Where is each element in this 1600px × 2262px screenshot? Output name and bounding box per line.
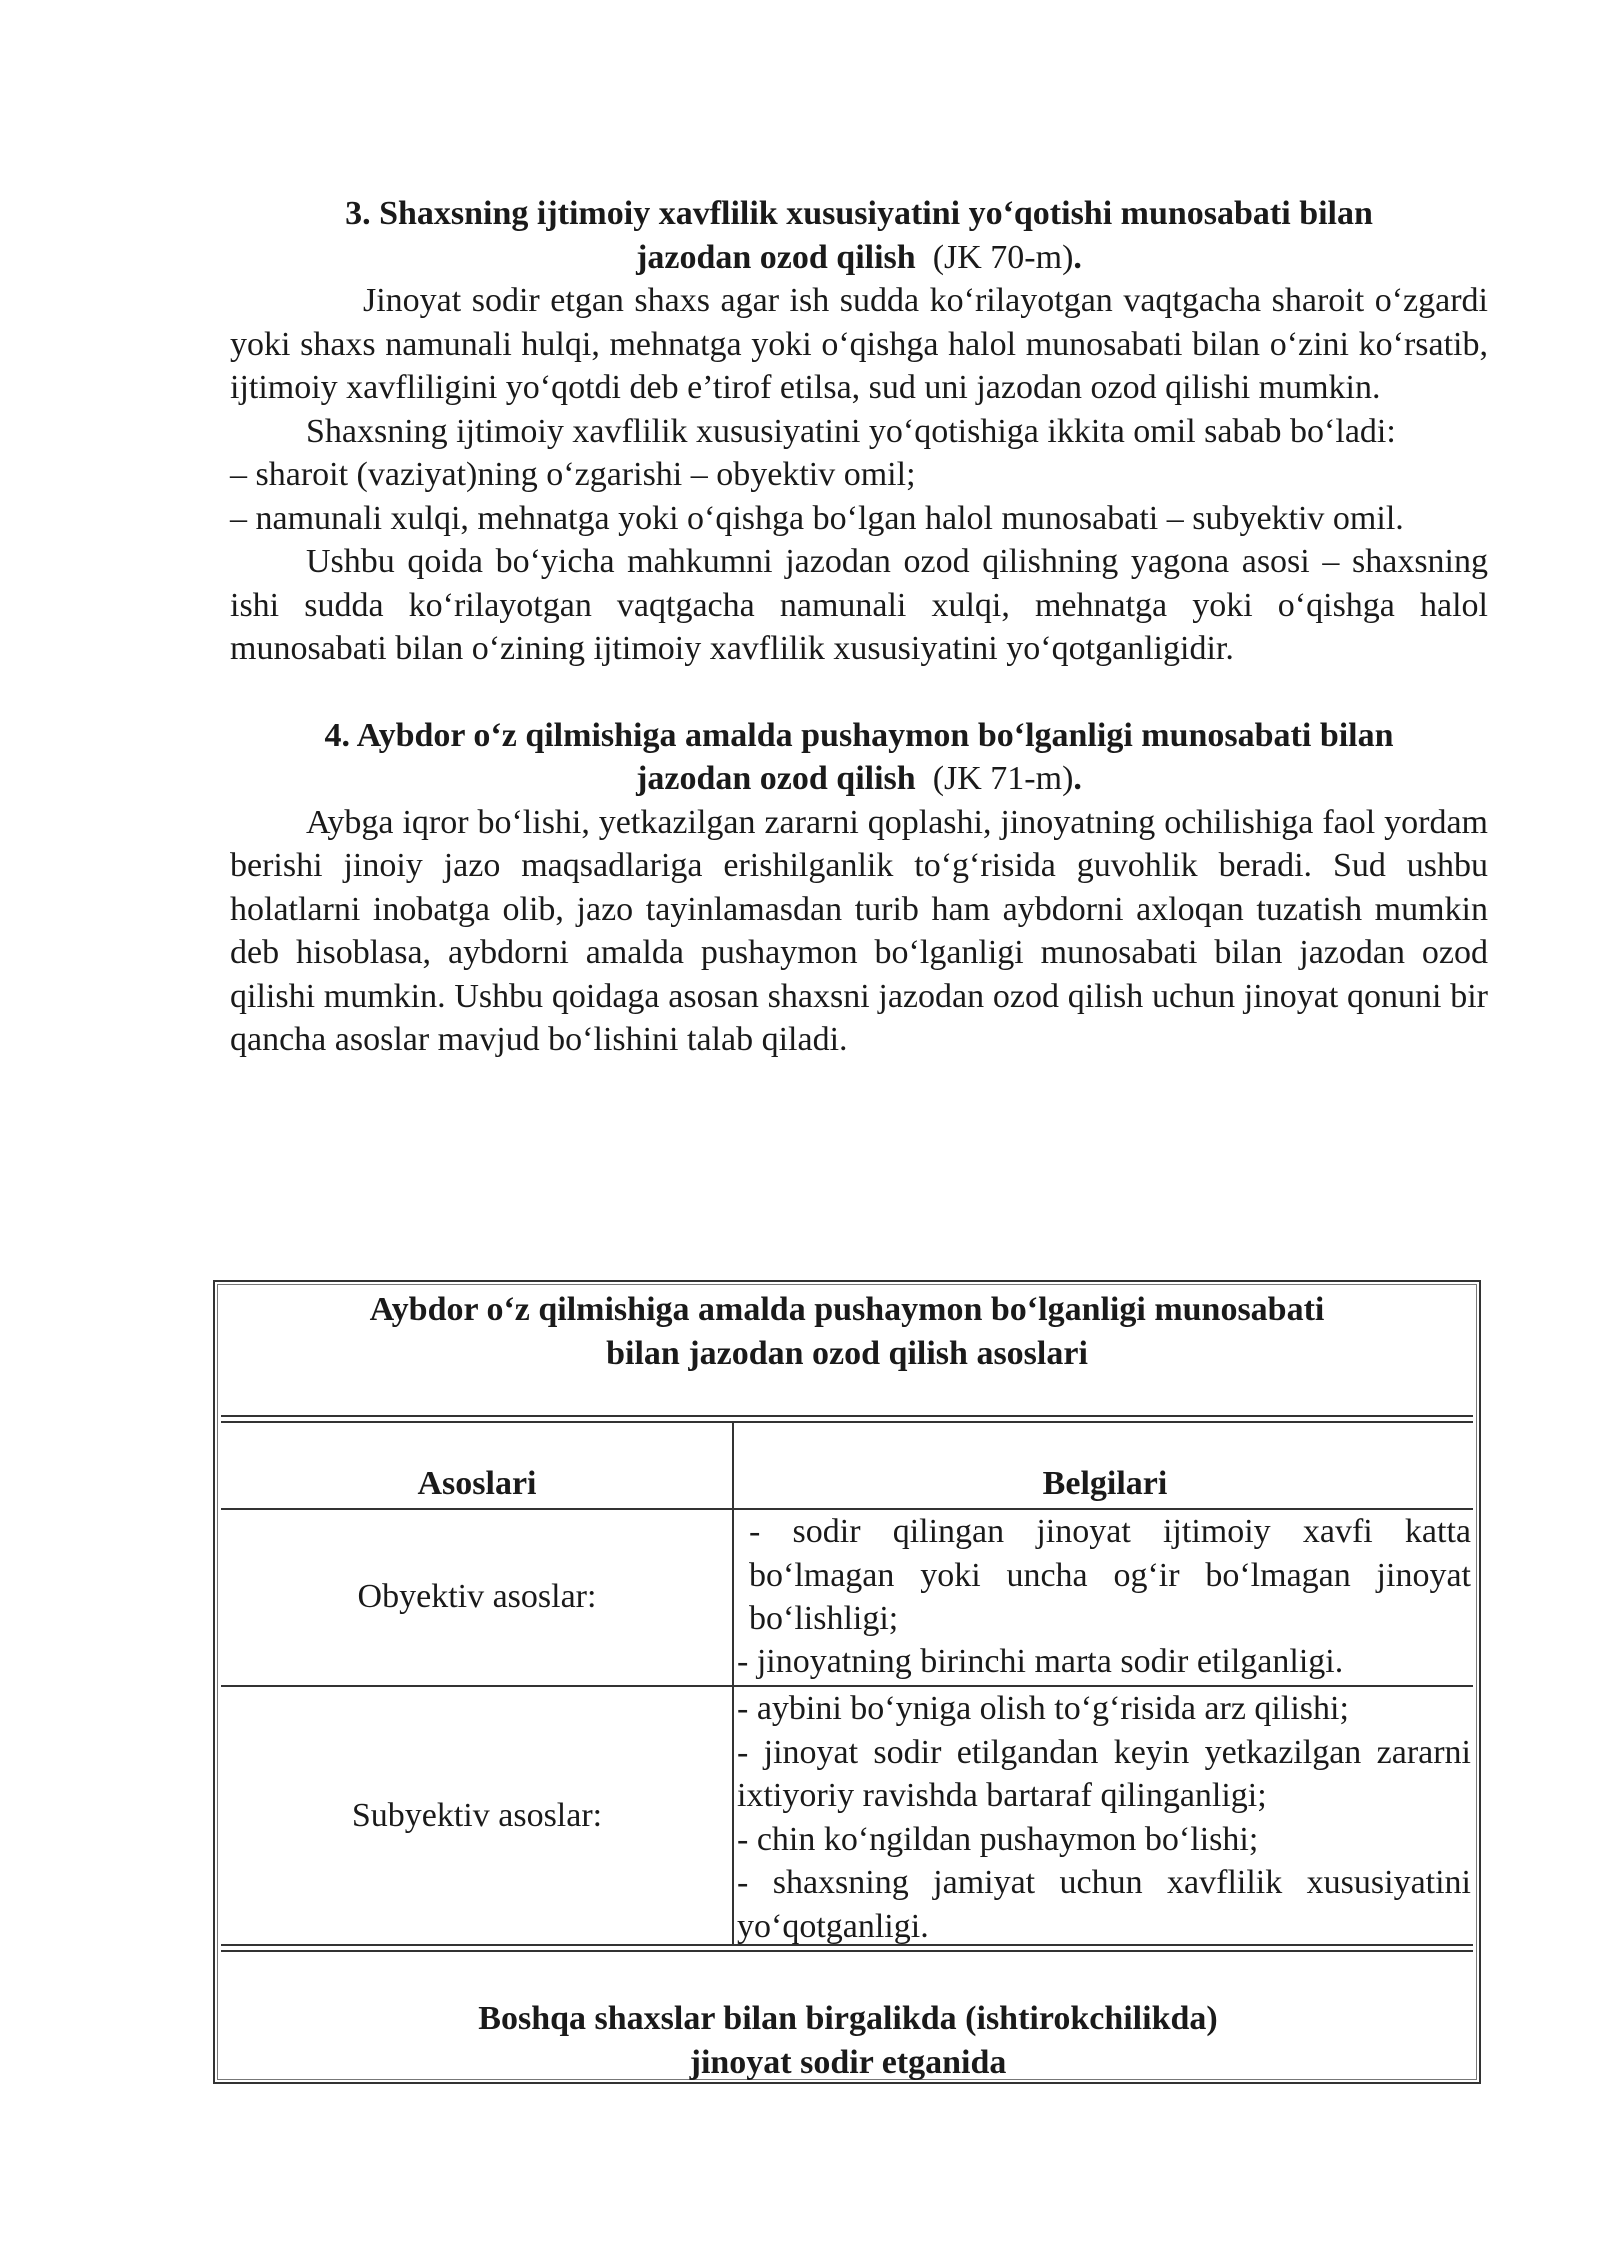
section-4-paragraph-1: Aybga iqror bo‘lishi, yetkazilgan zararni qoplashi, jinoyatning ochilishiga faol yordam berishi jinoiy jazo maqsadlariga erishilganlik to‘g‘risida guvohlik beradi. Sud ushbu holatlarni inobatga olib, jazo tayinlamasdan turib ham aybdorni axloqan tuzatish mumkin deb hisoblasa, aybdorni amalda pushaymon bo‘lganligi munosabati bilan jazodan ozod qilishi mumkin. Ushbu qoidaga asosan shaxsni jazodan ozod qilish uchun jinoyat qonuni bir qancha asoslar mavjud bo‘lishini talab qiladi.: [230, 803, 1488, 1058]
grounds-table: [213, 1280, 1481, 2084]
section-3-heading: [230, 192, 1488, 279]
table-footer-line2: jinoyat sodir etganida: [689, 2043, 1007, 2081]
section-3-title-line2: jazodan ozod qilish: [636, 238, 916, 276]
section-3-paragraph-3: Ushbu qoida bo‘yicha mahkumni jazodan ozod qilishning yagona asosi – shaxsning ishi sudda ko‘rilayotgan vaqtgacha namunali xulqi, mehnatga yoki o‘qishga halol munosabati bilan o‘zining ijtimoiy xavflilik xususiyatini yo‘qotganligidir.: [230, 543, 1488, 667]
table-divider: [221, 1944, 1473, 1946]
section-4-title-line1: 4. Aybdor o‘z qilmishiga amalda pushaymon bo‘lganligi munosabati bilan: [324, 716, 1394, 754]
table-divider: [221, 1950, 1473, 1952]
section-3-title-dot: .: [1073, 238, 1082, 276]
table-row-label: Obyektiv asoslar:: [357, 1578, 597, 1616]
list-item: - jinoyatning birinchi marta sodir etilganligi.: [737, 1643, 1344, 1680]
table-row-label: Subyektiv asoslar:: [351, 1796, 603, 1834]
column-header-grounds: Asoslari: [417, 1465, 537, 1502]
table-row-signs: [735, 1687, 1475, 1948]
table-divider: [221, 1415, 1473, 1417]
section-4-title-line2: jazodan ozod qilish: [636, 760, 916, 797]
list-item: - shaxsning jamiyat uchun xavflilik xususiyatini yo‘qotganligi.: [737, 1864, 1471, 1945]
table-title-line2: bilan jazodan ozod qilish asoslari: [606, 1334, 1088, 1372]
list-item: - sodir qilingan jinoyat ijtimoiy xavfi katta bo‘lmagan yoki uncha og‘ir bo‘lmagan jinoyat bo‘lishligi;: [749, 1513, 1471, 1637]
section-4-heading: [230, 714, 1488, 801]
section-3-paragraph-1: Jinoyat sodir etgan shaxs agar ish sudda ko‘rilayotgan vaqtgacha sharoit o‘zgardi yoki shaxs namunali hulqi, mehnatga yoki o‘qishga halol munosabati bilan o‘zini ko‘rsatib, ijtimoiy xavfliligini yo‘qotdi deb e’tirof etilsa, sud uni jazodan ozod qilishi mumkin.: [230, 282, 1488, 406]
table-title: [215, 1282, 1479, 1417]
table-divider: [221, 1421, 1473, 1423]
list-item: - jinoyat sodir etilgandan keyin yetkazilgan zararni ixtiyoriy ravishda bartaraf qilinganligi;: [737, 1733, 1471, 1814]
section-3-paragraph-2: Shaxsning ijtimoiy xavflilik xususiyatini yo‘qotishiga ikkita omil sabab bo‘ladi:: [306, 412, 1396, 450]
section-3-list-item-1: – sharoit (vaziyat)ning o‘zgarishi – obyektiv omil;: [230, 456, 916, 493]
list-item: - chin ko‘ngildan pushaymon bo‘lishi;: [737, 1820, 1259, 1858]
section-3-article-ref: (JK 70-m): [932, 238, 1074, 276]
section-4-title-dot: .: [1073, 760, 1082, 797]
section-3-title-line1: 3. Shaxsning ijtimoiy xavflilik xususiyatini yo‘qotishi munosabati bilan: [345, 195, 1373, 232]
section-4-article-ref: (JK 71-m): [932, 760, 1074, 797]
document-body: [230, 192, 1488, 1062]
list-item: - aybini bo‘yniga olish to‘g‘risida arz qilishi;: [737, 1690, 1349, 1727]
table-row-signs: [735, 1640, 1475, 1684]
column-header-signs: Belgilari: [1042, 1465, 1168, 1502]
table-footer-line1: Boshqa shaxslar bilan birgalikda (ishtirokchilikda): [478, 2000, 1218, 2037]
table-row-signs: [735, 1510, 1475, 1641]
section-3-list-item-2: – namunali xulqi, mehnatga yoki o‘qishga bo‘lgan halol munosabati – subyektiv omil.: [230, 499, 1404, 537]
table-title-line1: Aybdor o‘z qilmishiga amalda pushaymon bo‘lganligi munosabati: [369, 1291, 1325, 1328]
table-footer-heading: [221, 1997, 1475, 2084]
